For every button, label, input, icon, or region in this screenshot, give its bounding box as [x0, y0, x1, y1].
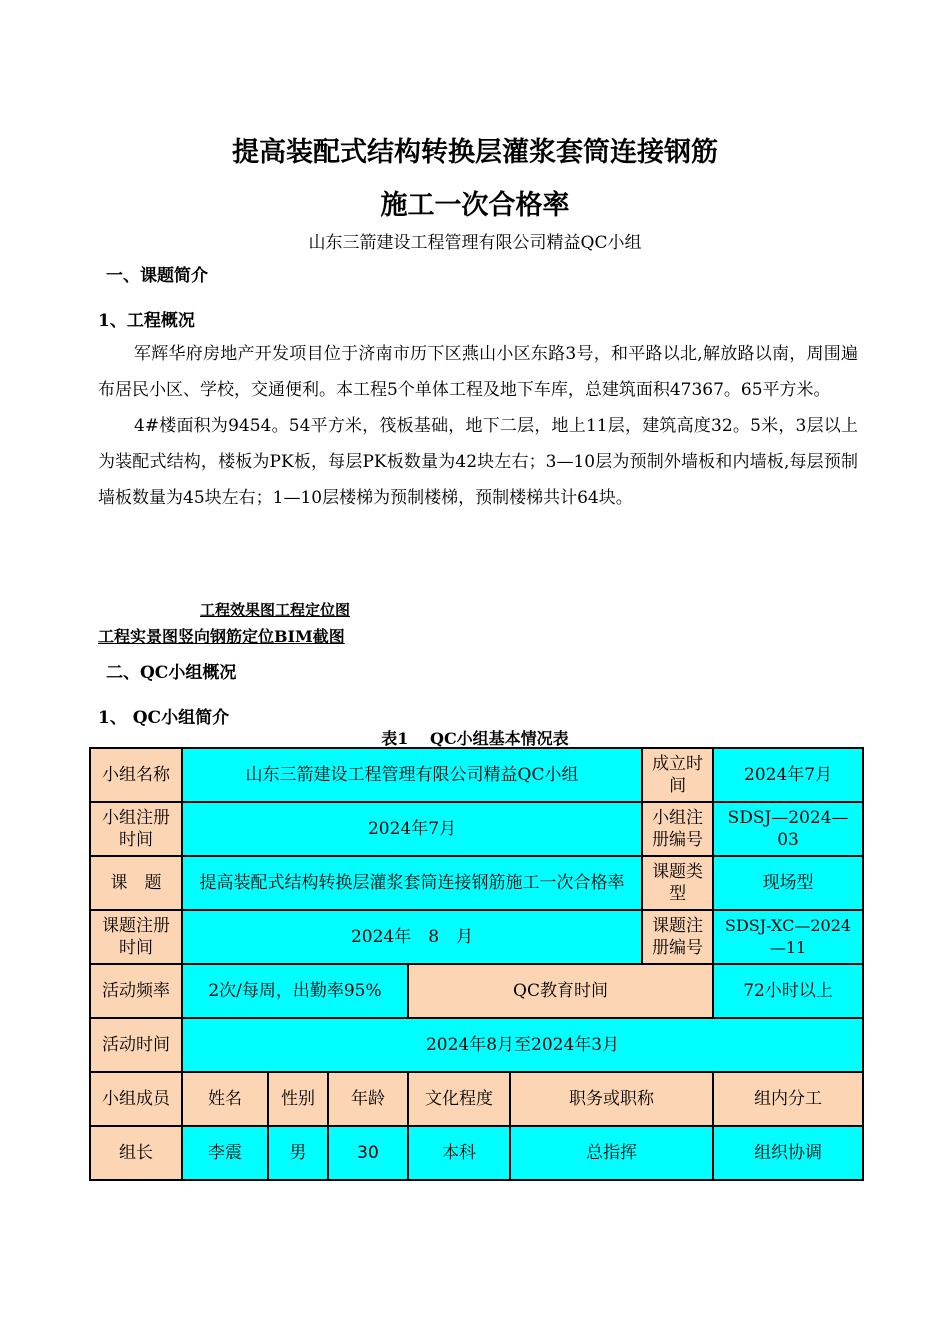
- group-registration-time-value: 2024年7月: [182, 802, 642, 856]
- established-label: 成立时间: [642, 748, 713, 802]
- section1-heading: 一、课题简介: [106, 266, 208, 286]
- document-subtitle: 山东三箭建设工程管理有限公司精益QC小组: [308, 233, 642, 253]
- topic-registration-time-value: 2024年 8 月: [182, 910, 642, 964]
- topic-type-label: 课题类型: [642, 856, 713, 910]
- table-row: [90, 1018, 863, 1072]
- project-overview: [98, 336, 858, 516]
- activity-frequency-value: 2次/每周，出勤率95%: [182, 964, 408, 1018]
- members-label: 小组成员: [90, 1072, 182, 1126]
- table-row: [90, 964, 863, 1018]
- header-education: 文化程度: [408, 1072, 510, 1126]
- qc-education-value: 72小时以上: [713, 964, 863, 1018]
- topic-registration-number-label: 课题注册编号: [642, 910, 713, 964]
- qc-group-table: [89, 747, 864, 1181]
- section2-heading: 二、QC小组概况: [106, 663, 237, 683]
- topic-label: 课 题: [90, 856, 182, 910]
- table-row: [90, 802, 863, 856]
- activity-time-value: 2024年8月至2024年3月: [182, 1018, 863, 1072]
- image-caption-2: 工程实景图竖向钢筋定位BIM截图: [98, 627, 345, 646]
- group-name-label: 小组名称: [90, 748, 182, 802]
- member-age: 30: [328, 1126, 408, 1180]
- group-name-value: 山东三箭建设工程管理有限公司精益QC小组: [182, 748, 642, 802]
- section1-subheading: 1、工程概况: [98, 311, 195, 331]
- topic-value: 提高装配式结构转换层灌浆套筒连接钢筋施工一次合格率: [182, 856, 642, 910]
- section2-subheading: 1、 QC小组简介: [98, 708, 230, 728]
- member-gender: 男: [268, 1126, 328, 1180]
- overview-paragraph-2: 4#楼面积为9454。54平方米，筏板基础，地下二层，地上11层，建筑高度32。5米，3层以上为装配式结构，楼板为PK板，每层PK板数量为42块左右；3—10层为预制外墙板和内墙板,每层预制墙板数量为45块左右；1—10层楼梯为预制楼梯，预制楼梯共计64块。: [98, 416, 858, 508]
- member-education: 本科: [408, 1126, 510, 1180]
- header-name: 姓名: [182, 1072, 268, 1126]
- header-role: 组内分工: [713, 1072, 863, 1126]
- topic-registration-time-label: 课题注册时间: [90, 910, 182, 964]
- table-row: [90, 1072, 863, 1126]
- group-registration-number-value: SDSJ—2024—03: [713, 802, 863, 856]
- document-title-line2: 施工一次合格率: [380, 190, 570, 221]
- group-registration-time-label: 小组注册时间: [90, 802, 182, 856]
- established-value: 2024年7月: [713, 748, 863, 802]
- topic-registration-number-value: SDSJ-XC—2024—11: [713, 910, 863, 964]
- header-title: 职务或职称: [510, 1072, 713, 1126]
- header-gender: 性别: [268, 1072, 328, 1126]
- qc-education-label: QC教育时间: [408, 964, 713, 1018]
- member-role: 组织协调: [713, 1126, 863, 1180]
- header-age: 年龄: [328, 1072, 408, 1126]
- member-name: 李震: [182, 1126, 268, 1180]
- table-row: [90, 910, 863, 964]
- topic-type-value: 现场型: [713, 856, 863, 910]
- group-registration-number-label: 小组注册编号: [642, 802, 713, 856]
- table-row: [90, 1126, 863, 1180]
- table-caption: 表1 QC小组基本情况表: [381, 729, 569, 748]
- document-title-line1: 提高装配式结构转换层灌浆套筒连接钢筋: [232, 137, 718, 168]
- table-row: [90, 856, 863, 910]
- activity-frequency-label: 活动频率: [90, 964, 182, 1018]
- table-row: [90, 748, 863, 802]
- member-title: 总指挥: [510, 1126, 713, 1180]
- image-caption-1: 工程效果图工程定位图: [200, 601, 351, 619]
- overview-paragraph-1: 军辉华府房地产开发项目位于济南市历下区燕山小区东路3号，和平路以北,解放路以南，周围遍布居民小区、学校，交通便利。本工程5个单体工程及地下车库，总建筑面积47367。65平方米。: [98, 344, 858, 400]
- activity-time-label: 活动时间: [90, 1018, 182, 1072]
- member-position: 组长: [90, 1126, 182, 1180]
